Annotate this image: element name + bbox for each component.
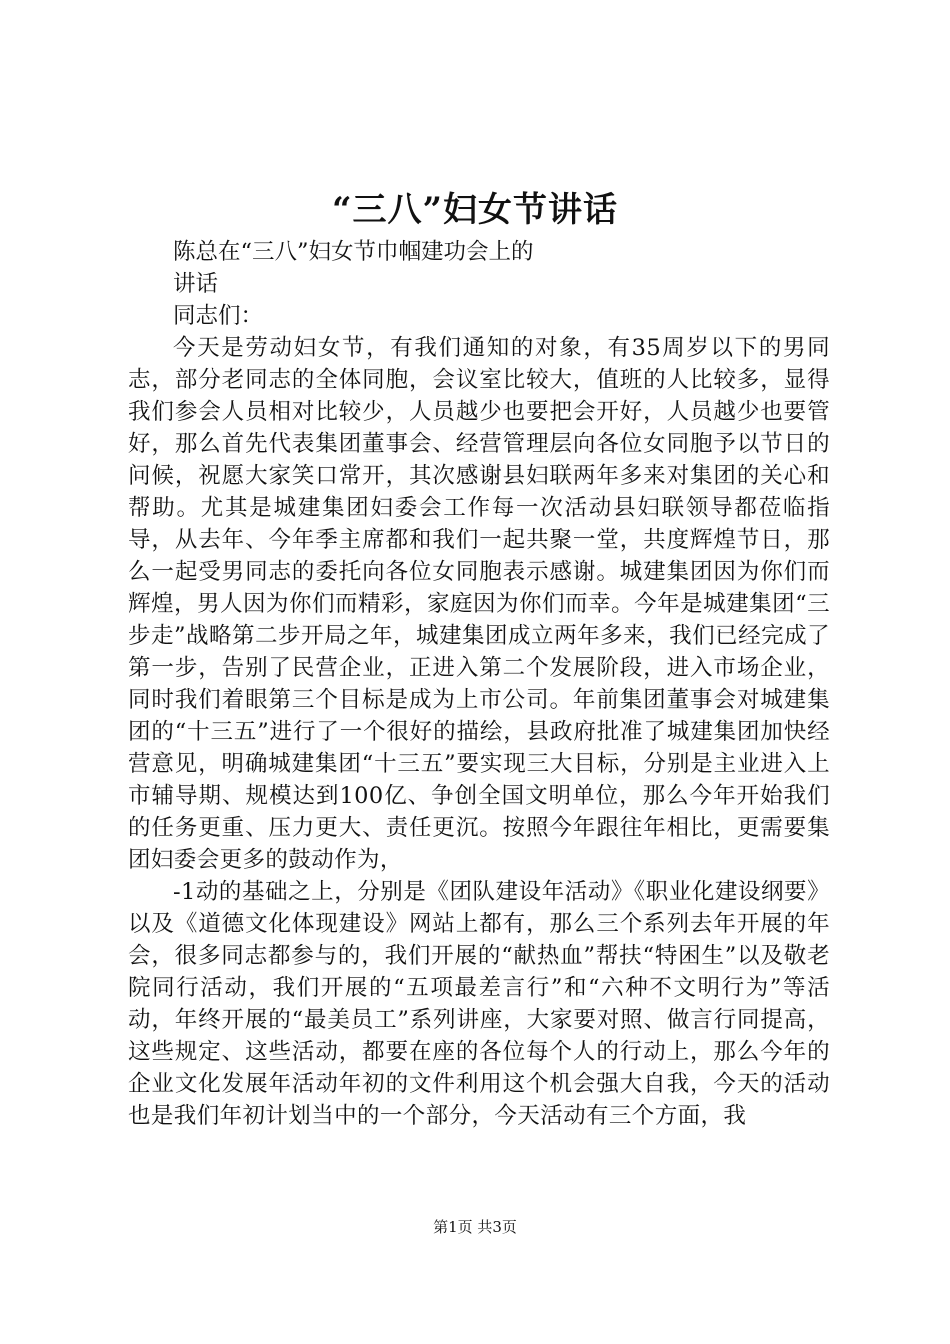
page-number: 第1页 共3页: [433, 1218, 517, 1236]
subtitle-line-2: 讲话: [173, 271, 219, 297]
subtitle-line-1: 陈总在“三八”妇女节巾帼建功会上的: [173, 239, 534, 265]
document-title: “三八”妇女节讲话: [331, 190, 619, 230]
salutation: 同志们：: [173, 303, 264, 329]
paragraph-1: 今天是劳动妇女节，有我们通知的对象，有35周岁以下的男同志，部分老同志的全体同胞，会议室比较大，值班的人比较多，显得我们参会人员相对比较少，人员越少也要把会开好，人员越少也要管好，那么首先代表集团董事会、经营管理层向各位女同胞予以节日的问候，祝愿大家笑口常开，其次感谢县妇联两年多来对集团的关心和帮助。尤其是城建集团妇委会工作每一次活动县妇联领导都莅临指导，从去年、今年季主席都和我们一起共聚一堂，共度辉煌节日，那么一起受男同志的委托向各位女同胞表示感谢。城建集团因为你们而辉煌，男人因为你们而精彩，家庭因为你们而幸。今年是城建集团“三步走”战略第二步开局之年，城建集团成立两年多来，我们已经完成了第一步，告别了民营企业，正进入第二个发展阶段，进入市场企业，同时我们着眼第三个目标是成为上市公司。年前集团董事会对城建集团的“十三五”进行了一个很好的描绘，县政府批准了城建集团加快经营意见，明确城建集团“十三五”要实现三大目标，分别是主业进入上市辅导期、规模达到100亿、争创全国文明单位，那么今年开始我们的任务更重、压力更大、责任更沉。按照今年跟往年相比，更需要集团妇委会更多的鼓动作为，: [128, 335, 830, 873]
document-body: [128, 236, 830, 1132]
paragraph-2: -1动的基础之上，分别是《团队建设年活动》《职业化建设纲要》以及《道德文化体现建设》网站上都有，那么三个系列去年开展的年会，很多同志都参与的，我们开展的“献热血”帮扶“特困生”以及敬老院同行活动，我们开展的“五项最差言行”和“六种不文明行为”等活动，年终开展的“最美员工”系列讲座，大家要对照、做言行同提高，这些规定、这些活动，都要在座的各位每个人的行动上，那么今年的企业文化发展年活动年初的文件利用这个机会强大自我，今天的活动也是我们年初计划当中的一个部分，今天活动有三个方面，我: [128, 879, 830, 1129]
